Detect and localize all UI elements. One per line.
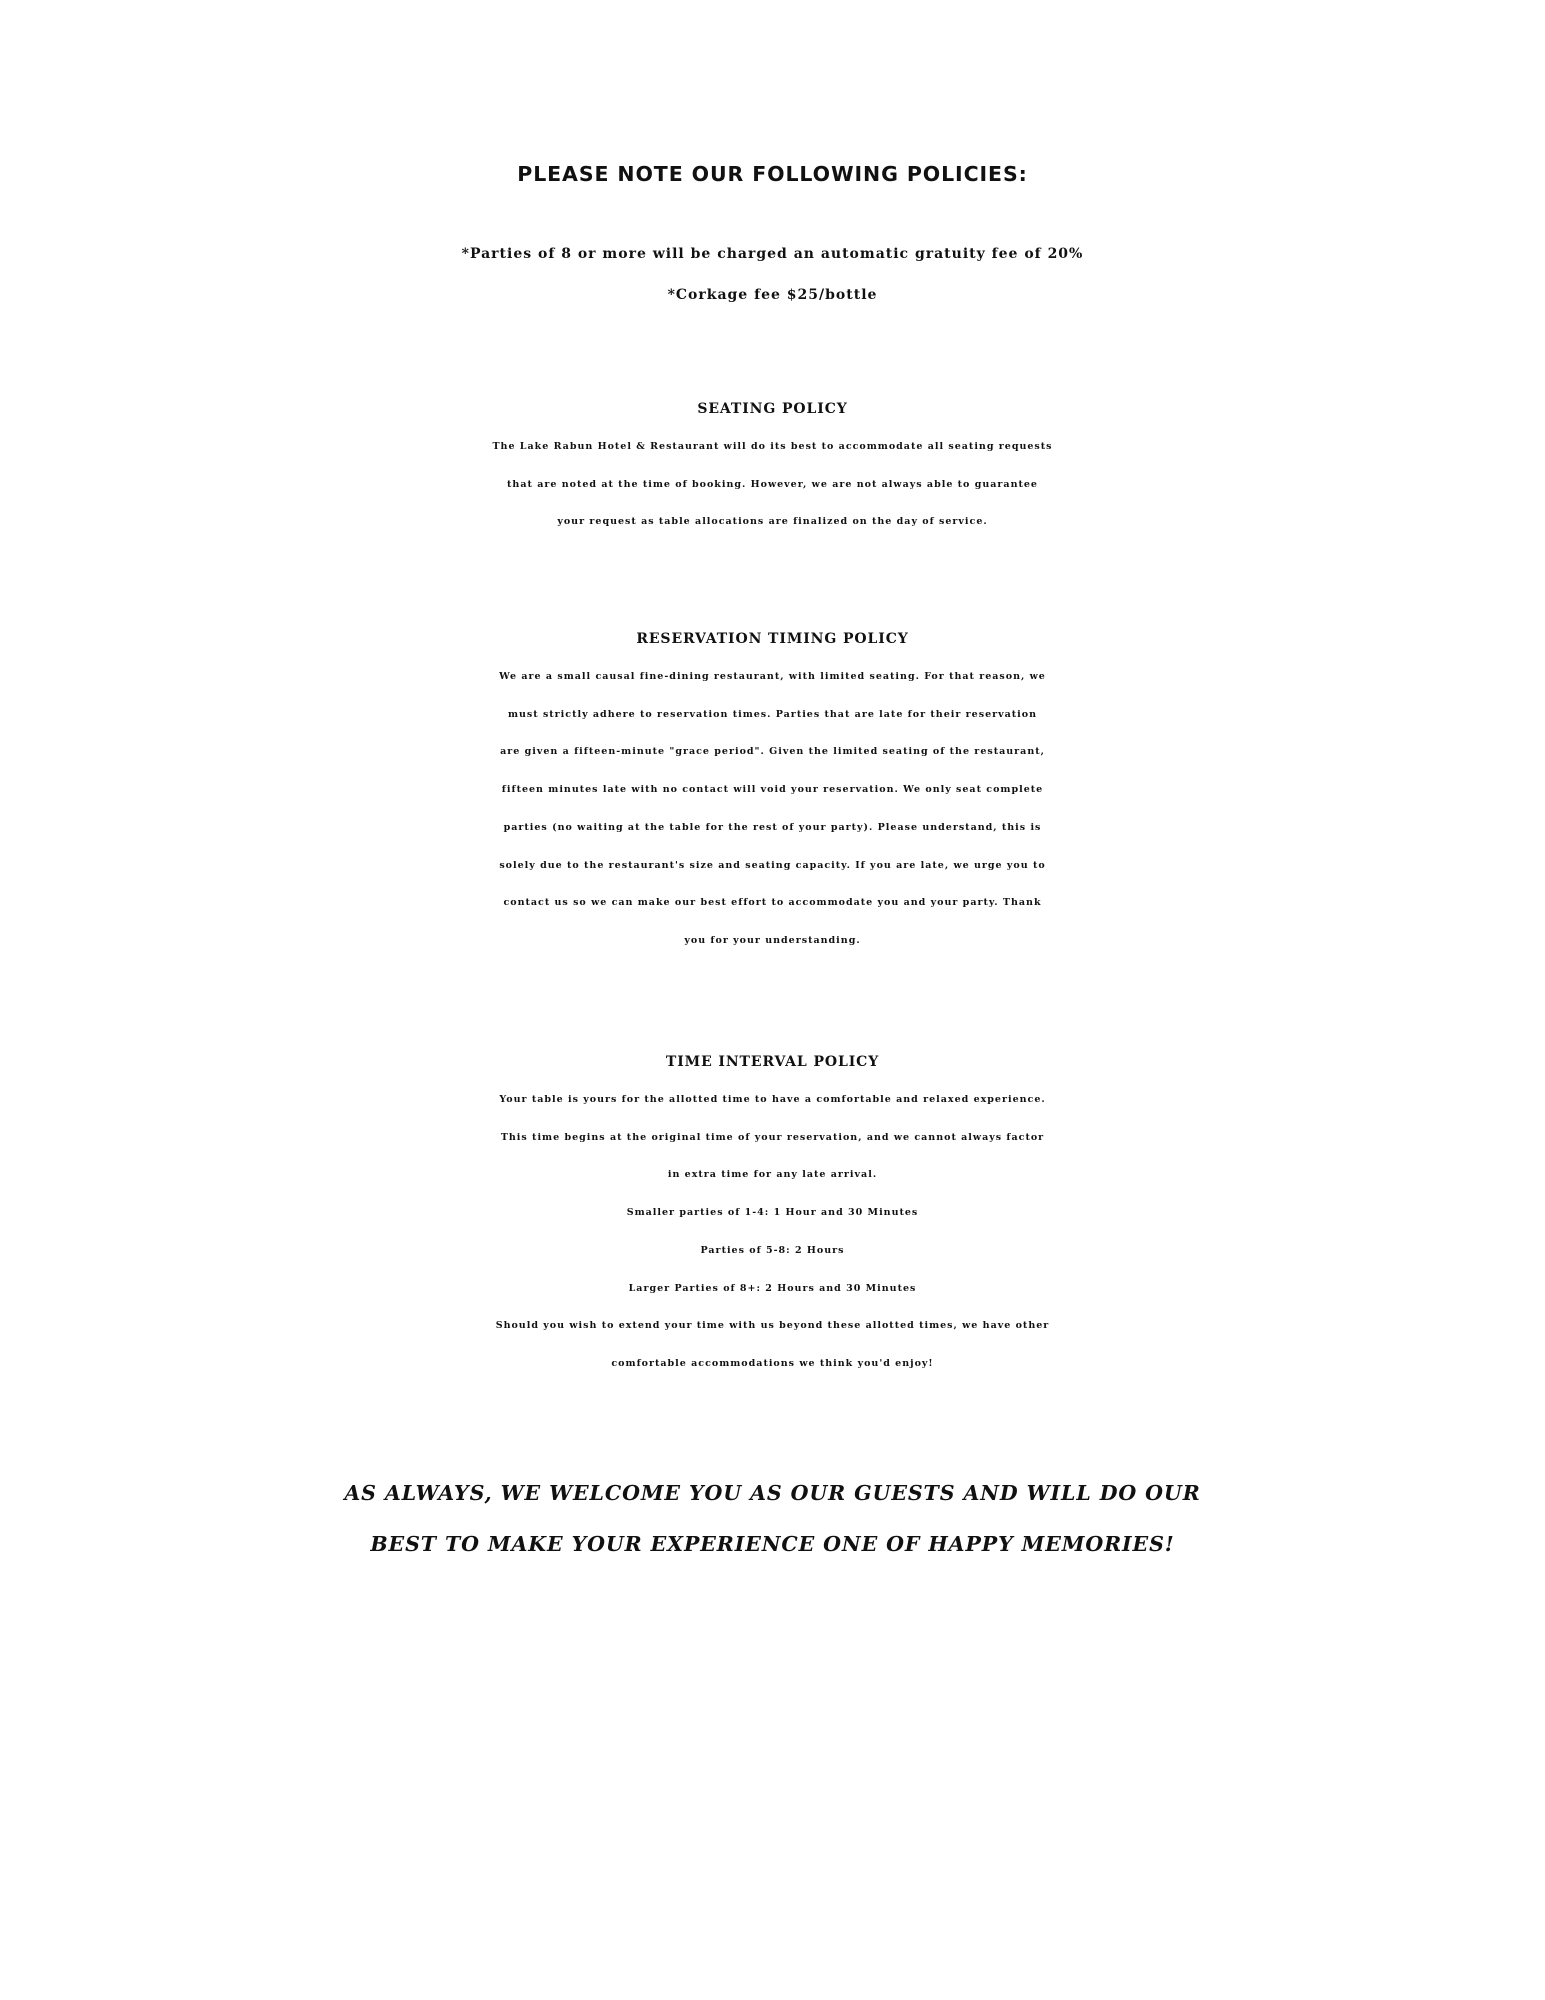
closing-line: BEST TO MAKE YOUR EXPERIENCE ONE OF HAPPY MEMORIES!	[370, 1532, 1175, 1556]
closing-line: AS ALWAYS, WE WELCOME YOU AS OUR GUESTS AND WILL DO OUR	[344, 1481, 1201, 1505]
seating-policy-heading: SEATING POLICY	[697, 401, 848, 417]
party-size-8-plus-line: Larger Parties of 8+: 2 Hours and 30 Minutes	[628, 1282, 917, 1294]
seating-policy-line: The Lake Rabun Hotel & Restaurant will do its best to accommodate all seating requests	[492, 441, 1053, 452]
fees-block	[0, 234, 1545, 316]
party-size-5-8-line: Parties of 5-8: 2 Hours	[700, 1244, 845, 1256]
reservation-timing-policy-body	[0, 658, 1545, 960]
gratuity-fee-text: *Parties of 8 or more will be charged an automatic gratuity fee of 20%	[461, 246, 1084, 262]
reservation-policy-line: We are a small causal fine-dining restaurant, with limited seating. For that reason, we	[499, 671, 1046, 682]
reservation-policy-line: fifteen minutes late with no contact will void your reservation. We only seat complete	[501, 784, 1044, 796]
time-interval-line: comfortable accommodations we think you'd enjoy!	[611, 1357, 934, 1369]
seating-policy-line: your request as table allocations are finalized on the day of service.	[557, 516, 988, 528]
time-interval-line: Should you wish to extend your time with us beyond these allotted times, we have other	[495, 1320, 1050, 1332]
reservation-timing-policy-heading: RESERVATION TIMING POLICY	[636, 631, 909, 647]
reservation-policy-line: solely due to the restaurant's size and seating capacity. If you are late, we urge you to	[499, 859, 1046, 871]
closing-message	[0, 1468, 1545, 1570]
time-interval-policy-section	[0, 1043, 1545, 1383]
corkage-fee-text: *Corkage fee $25/bottle	[667, 287, 878, 303]
seating-policy-line: that are noted at the time of booking. However, we are not always able to guarantee	[507, 478, 1038, 490]
page-title: PLEASE NOTE OUR FOLLOWING POLICIES:	[517, 162, 1028, 186]
reservation-policy-line: must strictly adhere to reservation times. Parties that are late for their reservation	[507, 708, 1038, 720]
seating-policy-body	[0, 428, 1545, 541]
time-interval-policy-body	[0, 1081, 1545, 1383]
time-interval-line: in extra time for any late arrival.	[667, 1169, 878, 1181]
time-interval-line: Your table is yours for the allotted time to have a comfortable and relaxed experience.	[499, 1094, 1046, 1105]
party-size-1-4-line: Smaller parties of 1-4: 1 Hour and 30 Minutes	[626, 1207, 919, 1219]
reservation-policy-line: contact us so we can make our best effort to accommodate you and your party. Thank	[503, 897, 1042, 909]
reservation-policy-line: are given a fifteen-minute "grace period". Given the limited seating of the restaurant,	[500, 746, 1045, 758]
reservation-timing-policy-section	[0, 620, 1545, 960]
seating-policy-section	[0, 390, 1545, 541]
time-interval-policy-heading: TIME INTERVAL POLICY	[665, 1054, 880, 1070]
reservation-policy-line: you for your understanding.	[684, 934, 861, 946]
time-interval-line: This time begins at the original time of your reservation, and we cannot always factor	[500, 1131, 1045, 1143]
reservation-policy-line: parties (no waiting at the table for the rest of your party). Please understand, this is	[503, 821, 1042, 833]
